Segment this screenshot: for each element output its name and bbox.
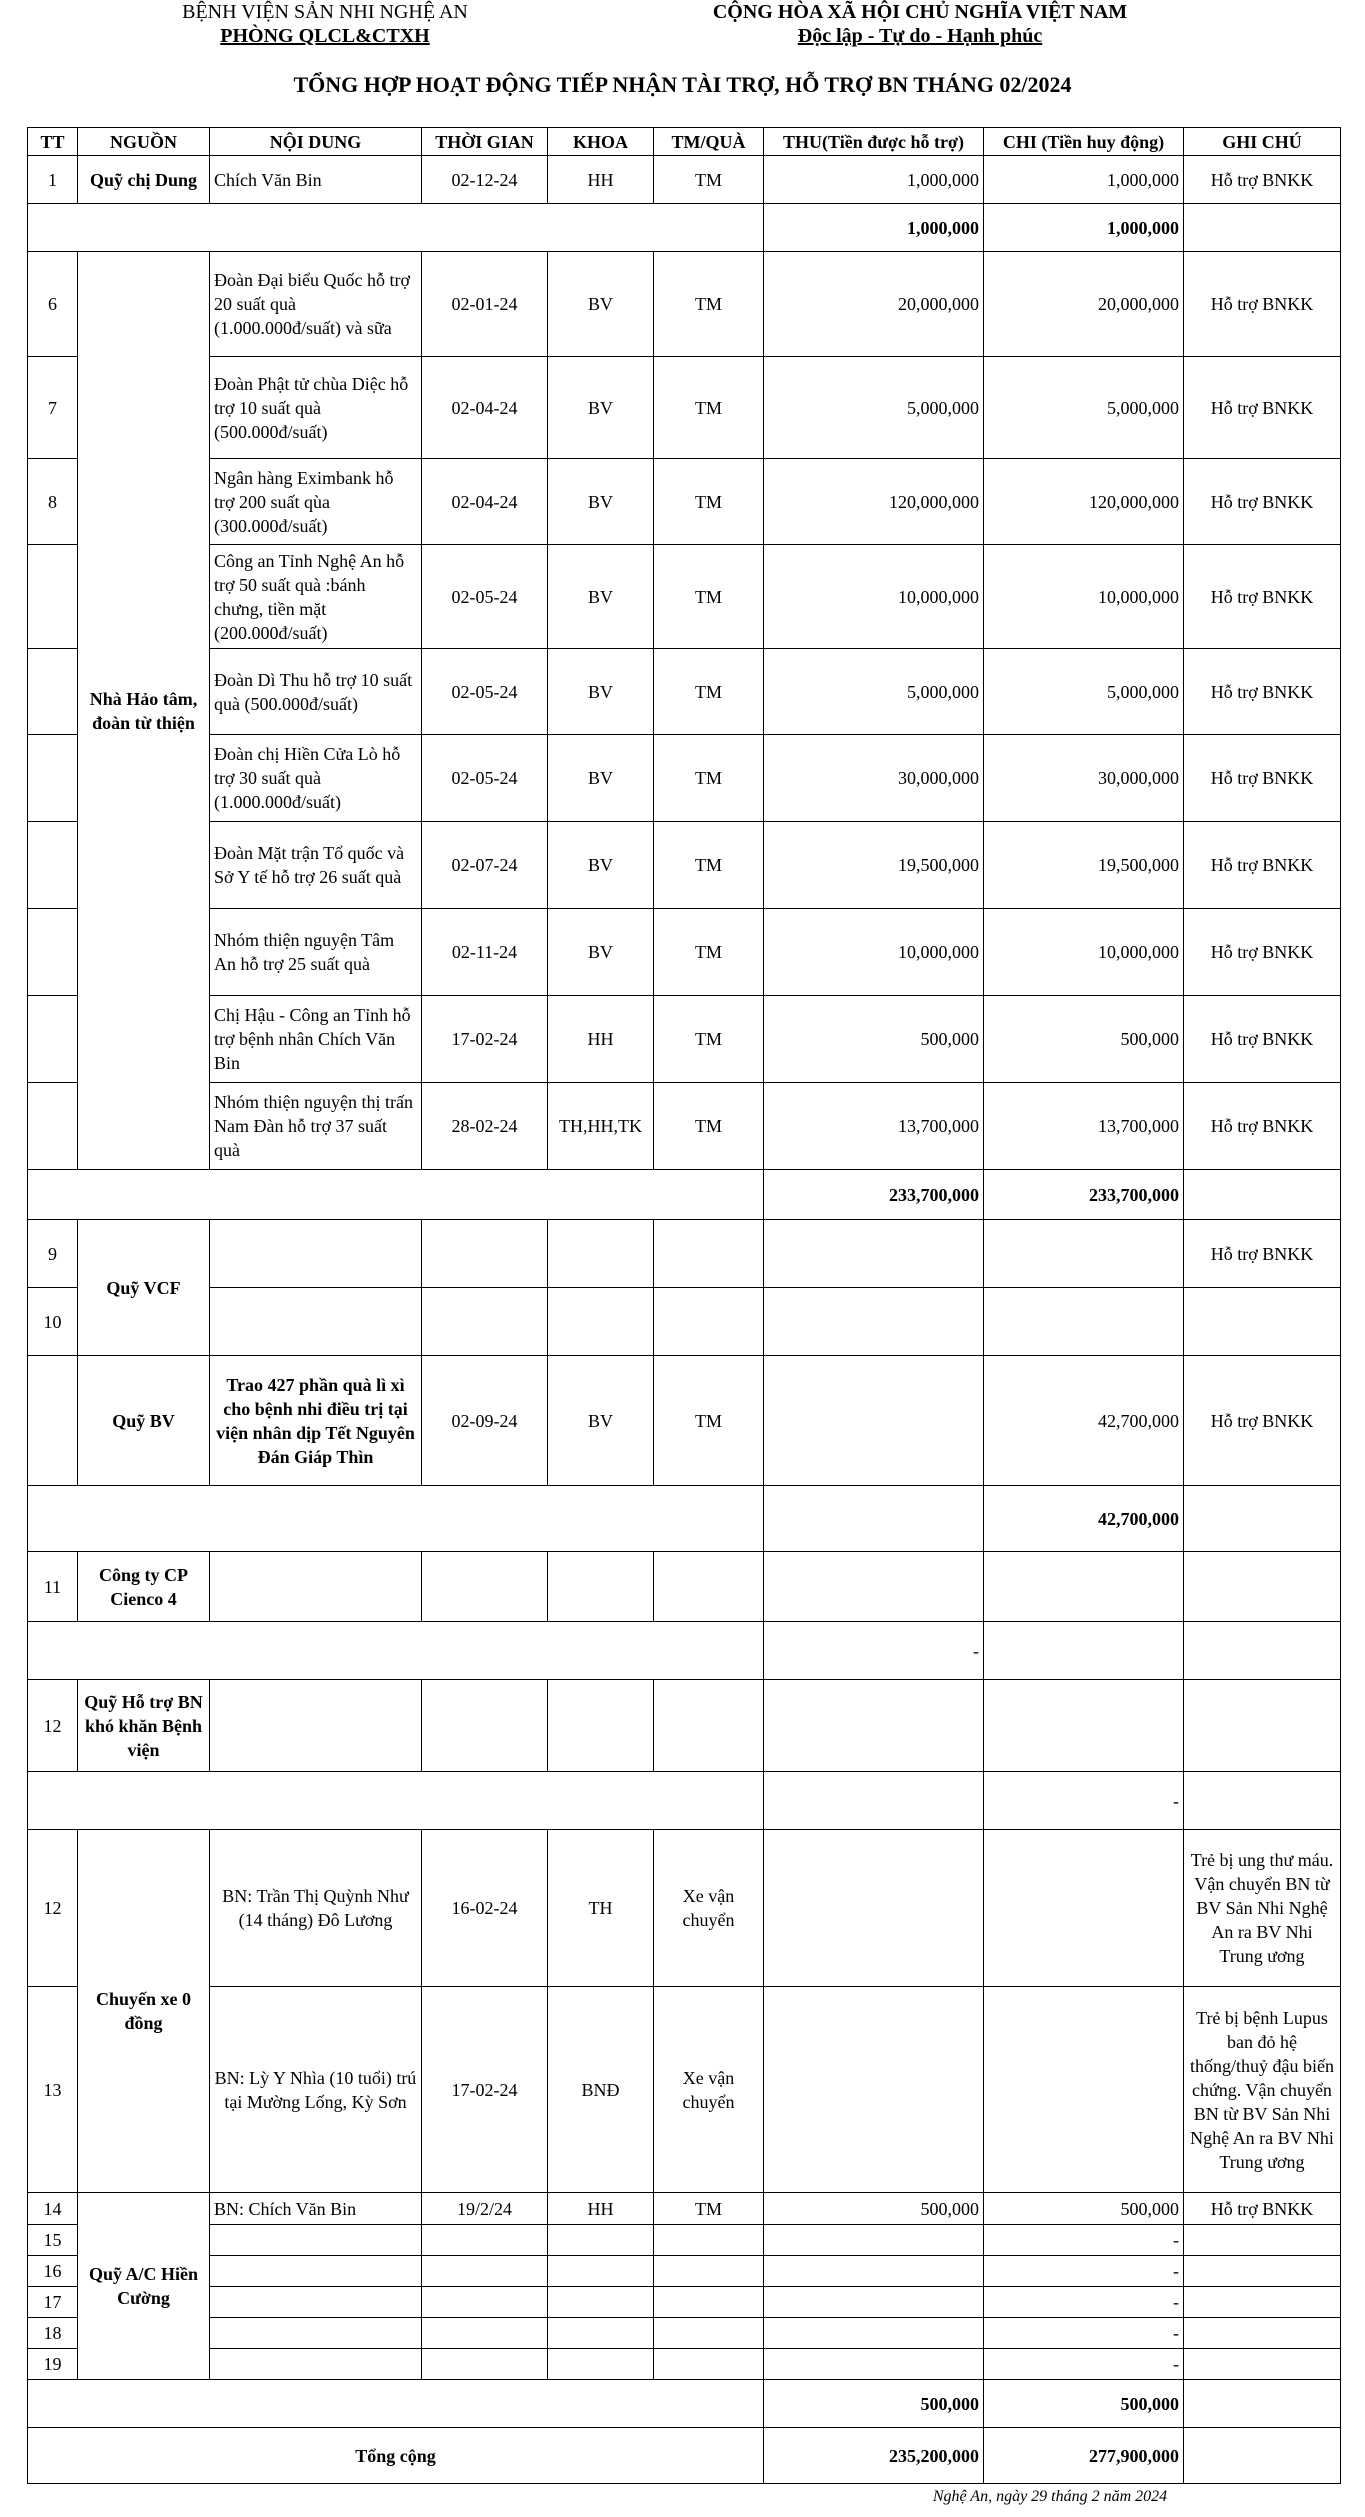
- cell-type: TM: [654, 2193, 764, 2225]
- cell-content: BN: Chích Văn Bin: [210, 2193, 422, 2225]
- col-income: THU(Tiền được hỗ trợ): [764, 128, 984, 156]
- cell-note: Hỗ trợ BNKK: [1184, 996, 1341, 1083]
- col-tt: TT: [28, 128, 78, 156]
- cell-note: Hỗ trợ BNKK: [1184, 1220, 1341, 1288]
- cell-tt: 18: [28, 2318, 78, 2349]
- cell-date: 28-02-24: [422, 1083, 548, 1170]
- cell-content: Nhóm thiện nguyện Tâm An hỗ trợ 25 suất quà: [210, 909, 422, 996]
- table-row: [28, 2256, 1341, 2287]
- cell-content: BN: Lỳ Y Nhìa (10 tuổi) trú tại Mường Lống, Kỳ Sơn: [210, 1987, 422, 2193]
- cell-date: 02-04-24: [422, 459, 548, 545]
- table-row: [28, 357, 1341, 459]
- subtotal-expense: 233,700,000: [984, 1170, 1184, 1220]
- cell-income: 5,000,000: [764, 649, 984, 735]
- cell-expense: 1,000,000: [984, 156, 1184, 204]
- table-row: [28, 1552, 1341, 1622]
- table-row: [28, 649, 1341, 735]
- cell-source: Quỹ Hỗ trợ BN khó khăn Bệnh viện: [78, 1680, 210, 1772]
- table-row: [28, 1680, 1341, 1772]
- cell-source: Công ty CP Cienco 4: [78, 1552, 210, 1622]
- cell-date: 02-05-24: [422, 735, 548, 822]
- cell-dept: HH: [548, 996, 654, 1083]
- table-row: [28, 1288, 1341, 1356]
- subtotal-row: [28, 1622, 1341, 1680]
- cell-source: Chuyến xe 0 đồng: [78, 1830, 210, 2193]
- cell-content: Ngân hàng Eximbank hỗ trợ 200 suất qùa (300.000đ/suất): [210, 459, 422, 545]
- cell-dept: BV: [548, 545, 654, 649]
- cell-content: Trao 427 phần quà lì xì cho bệnh nhi điều trị tại viện nhân dịp Tết Nguyên Đán Giáp Thìn: [210, 1356, 422, 1486]
- cell-content: Đoàn Phật tử chùa Diệc hỗ trợ 10 suất quà (500.000đ/suất): [210, 357, 422, 459]
- cell-tt: 12: [28, 1830, 78, 1987]
- table-row: [28, 252, 1341, 357]
- cell-date: 02-05-24: [422, 649, 548, 735]
- cell-expense: 120,000,000: [984, 459, 1184, 545]
- col-content: NỘI DUNG: [210, 128, 422, 156]
- cell-date: 02-07-24: [422, 822, 548, 909]
- cell-type: TM: [654, 996, 764, 1083]
- cell-expense: 500,000: [984, 996, 1184, 1083]
- cell-dept: BV: [548, 909, 654, 996]
- cell-note: Hỗ trợ BNKK: [1184, 735, 1341, 822]
- cell-date: 02-04-24: [422, 357, 548, 459]
- cell-content: Đoàn Mặt trận Tổ quốc và Sở Y tế hỗ trợ 26 suất quà: [210, 822, 422, 909]
- subtotal-expense: 500,000: [984, 2380, 1184, 2428]
- cell-source: Quỹ BV: [78, 1356, 210, 1486]
- table-row: [28, 1356, 1341, 1486]
- header-row: [28, 128, 1341, 156]
- table-row: [28, 1220, 1341, 1288]
- cell-tt: 13: [28, 1987, 78, 2193]
- cell-expense: 42,700,000: [984, 1356, 1184, 1486]
- cell-note: Hỗ trợ BNKK: [1184, 2193, 1341, 2225]
- cell-expense: -: [984, 2225, 1184, 2256]
- cell-expense: 500,000: [984, 2193, 1184, 2225]
- cell-tt: 17: [28, 2287, 78, 2318]
- cell-date: 16-02-24: [422, 1830, 548, 1987]
- cell-content: Đoàn chị Hiền Cửa Lò hỗ trợ 30 suất quà (1.000.000đ/suất): [210, 735, 422, 822]
- col-type: TM/QUÀ: [654, 128, 764, 156]
- cell-type: TM: [654, 357, 764, 459]
- cell-type: TM: [654, 252, 764, 357]
- cell-tt: 6: [28, 252, 78, 357]
- table-row: [28, 822, 1341, 909]
- subtotal-income: 500,000: [764, 2380, 984, 2428]
- cell-dept: BV: [548, 459, 654, 545]
- cell-expense: -: [984, 2318, 1184, 2349]
- cell-income: 13,700,000: [764, 1083, 984, 1170]
- cell-dept: BV: [548, 649, 654, 735]
- cell-type: Xe vận chuyển: [654, 1987, 764, 2193]
- cell-expense: 10,000,000: [984, 545, 1184, 649]
- cell-source: Quỹ VCF: [78, 1220, 210, 1356]
- cell-note: Hỗ trợ BNKK: [1184, 1356, 1341, 1486]
- col-expense: CHI (Tiền huy động): [984, 128, 1184, 156]
- cell-content: Đoàn Đại biểu Quốc hỗ trợ 20 suất quà (1.000.000đ/suất) và sữa: [210, 252, 422, 357]
- page-title: TỔNG HỢP HOẠT ĐỘNG TIẾP NHẬN TÀI TRỢ, HỖ TRỢ BN THÁNG 02/2024: [293, 72, 1072, 97]
- table-row: [28, 1083, 1341, 1170]
- subtotal-row: [28, 1772, 1341, 1830]
- cell-date: 02-09-24: [422, 1356, 548, 1486]
- cell-income: 19,500,000: [764, 822, 984, 909]
- cell-expense: 5,000,000: [984, 357, 1184, 459]
- cell-tt: 19: [28, 2349, 78, 2380]
- cell-tt: 1: [28, 156, 78, 204]
- org-name: BỆNH VIỆN SẢN NHI NGHỆ AN: [182, 1, 468, 23]
- table-row: [28, 1830, 1341, 1987]
- total-label: Tổng cộng: [28, 2428, 764, 2484]
- cell-note: Hỗ trợ BNKK: [1184, 1083, 1341, 1170]
- cell-income: 120,000,000: [764, 459, 984, 545]
- table-row: [28, 735, 1341, 822]
- cell-type: TM: [654, 822, 764, 909]
- cell-dept: TH,HH,TK: [548, 1083, 654, 1170]
- cell-expense: 30,000,000: [984, 735, 1184, 822]
- cell-content: Nhóm thiện nguyện thị trấn Nam Đàn hỗ trợ 37 suất quà: [210, 1083, 422, 1170]
- cell-dept: HH: [548, 156, 654, 204]
- signature-date: Nghệ An, ngày 29 tháng 2 năm 2024: [932, 2488, 1168, 2505]
- cell-dept: BV: [548, 822, 654, 909]
- col-note: GHI CHÚ: [1184, 128, 1341, 156]
- cell-note: Hỗ trợ BNKK: [1184, 252, 1341, 357]
- subtotal-income: 233,700,000: [764, 1170, 984, 1220]
- cell-source: Quỹ A/C Hiền Cường: [78, 2193, 210, 2380]
- col-source: NGUỒN: [78, 128, 210, 156]
- cell-note: Hỗ trợ BNKK: [1184, 649, 1341, 735]
- table-row: [28, 2193, 1341, 2225]
- nation-name: CỘNG HÒA XÃ HỘI CHỦ NGHĨA VIỆT NAM: [712, 1, 1128, 23]
- cell-tt: 14: [28, 2193, 78, 2225]
- cell-tt: 15: [28, 2225, 78, 2256]
- cell-dept: BV: [548, 1356, 654, 1486]
- cell-type: TM: [654, 545, 764, 649]
- col-dept: KHOA: [548, 128, 654, 156]
- cell-type: TM: [654, 156, 764, 204]
- cell-content: Chích Văn Bin: [210, 156, 422, 204]
- cell-content: Công an Tỉnh Nghệ An hỗ trợ 50 suất quà :bánh chưng, tiền mặt (200.000đ/suất): [210, 545, 422, 649]
- table-row: [28, 996, 1341, 1083]
- cell-type: TM: [654, 735, 764, 822]
- cell-income: 30,000,000: [764, 735, 984, 822]
- header-right: [690, 0, 1150, 48]
- cell-expense: -: [984, 2256, 1184, 2287]
- cell-dept: HH: [548, 2193, 654, 2225]
- cell-income: 500,000: [764, 996, 984, 1083]
- cell-date: 02-01-24: [422, 252, 548, 357]
- cell-tt: 16: [28, 2256, 78, 2287]
- subtotal-expense: -: [984, 1772, 1184, 1830]
- subtotal-expense: 1,000,000: [984, 204, 1184, 252]
- cell-date: 17-02-24: [422, 1987, 548, 2193]
- cell-expense: 19,500,000: [984, 822, 1184, 909]
- cell-type: TM: [654, 909, 764, 996]
- cell-note: Trẻ bị bệnh Lupus ban đỏ hệ thống/thuỷ đậu biến chứng. Vận chuyển BN từ BV Sản Nhi Nghệ An ra BV Nhi Trung ương: [1184, 1987, 1341, 2193]
- cell-expense: 13,700,000: [984, 1083, 1184, 1170]
- cell-source: Quỹ chị Dung: [78, 156, 210, 204]
- cell-content: Đoàn Dì Thu hỗ trợ 10 suất quà (500.000đ/suất): [210, 649, 422, 735]
- subtotal-row: [28, 2380, 1341, 2428]
- cell-dept: BV: [548, 357, 654, 459]
- cell-note: Hỗ trợ BNKK: [1184, 822, 1341, 909]
- table-row: [28, 2318, 1341, 2349]
- table-row: [28, 156, 1341, 204]
- cell-expense: 10,000,000: [984, 909, 1184, 996]
- cell-tt: 8: [28, 459, 78, 545]
- cell-expense: -: [984, 2349, 1184, 2380]
- cell-dept: BV: [548, 735, 654, 822]
- cell-tt: 11: [28, 1552, 78, 1622]
- cell-dept: BV: [548, 252, 654, 357]
- cell-tt: 7: [28, 357, 78, 459]
- cell-note: Hỗ trợ BNKK: [1184, 156, 1341, 204]
- cell-type: Xe vận chuyển: [654, 1830, 764, 1987]
- dept-name: PHÒNG QLCL&CTXH: [220, 25, 430, 47]
- cell-date: 19/2/24: [422, 2193, 548, 2225]
- cell-note: Hỗ trợ BNKK: [1184, 459, 1341, 545]
- cell-income: 10,000,000: [764, 909, 984, 996]
- cell-expense: 5,000,000: [984, 649, 1184, 735]
- table-row: [28, 2225, 1341, 2256]
- table-row: [28, 909, 1341, 996]
- cell-note: Hỗ trợ BNKK: [1184, 545, 1341, 649]
- cell-content: Chị Hậu - Công an Tỉnh hỗ trợ bệnh nhân Chích Văn Bin: [210, 996, 422, 1083]
- table-row: [28, 2349, 1341, 2380]
- cell-note: Trẻ bị ung thư máu. Vận chuyển BN từ BV Sản Nhi Nghệ An ra BV Nhi Trung ương: [1184, 1830, 1341, 1987]
- motto: Độc lập - Tự do - Hạnh phúc: [797, 25, 1043, 47]
- cell-dept: TH: [548, 1830, 654, 1987]
- subtotal-expense: 42,700,000: [984, 1486, 1184, 1552]
- cell-income: 1,000,000: [764, 156, 984, 204]
- cell-date: 17-02-24: [422, 996, 548, 1083]
- subtotal-income: -: [764, 1622, 984, 1680]
- subtotal-row: [28, 1486, 1341, 1552]
- cell-expense: -: [984, 2287, 1184, 2318]
- cell-tt: 12: [28, 1680, 78, 1772]
- cell-income: 5,000,000: [764, 357, 984, 459]
- cell-date: 02-11-24: [422, 909, 548, 996]
- cell-dept: BNĐ: [548, 1987, 654, 2193]
- table-row: [28, 1987, 1341, 2193]
- cell-type: TM: [654, 649, 764, 735]
- cell-expense: 20,000,000: [984, 252, 1184, 357]
- subtotal-row: [28, 204, 1341, 252]
- report-table: [27, 127, 1341, 2484]
- cell-note: Hỗ trợ BNKK: [1184, 357, 1341, 459]
- total-expense: 277,900,000: [984, 2428, 1184, 2484]
- total-income: 235,200,000: [764, 2428, 984, 2484]
- col-date: THỜI GIAN: [422, 128, 548, 156]
- cell-date: 02-12-24: [422, 156, 548, 204]
- cell-income: 10,000,000: [764, 545, 984, 649]
- cell-income: 20,000,000: [764, 252, 984, 357]
- subtotal-income: 1,000,000: [764, 204, 984, 252]
- cell-type: TM: [654, 459, 764, 545]
- cell-type: TM: [654, 1083, 764, 1170]
- table-row: [28, 2287, 1341, 2318]
- cell-note: Hỗ trợ BNKK: [1184, 909, 1341, 996]
- cell-tt: 10: [28, 1288, 78, 1356]
- total-row: [28, 2428, 1341, 2484]
- cell-income: 500,000: [764, 2193, 984, 2225]
- header-left: [130, 0, 520, 48]
- cell-tt: 9: [28, 1220, 78, 1288]
- table-row: [28, 459, 1341, 545]
- cell-type: TM: [654, 1356, 764, 1486]
- subtotal-row: [28, 1170, 1341, 1220]
- cell-source: Nhà Hảo tâm, đoàn từ thiện: [78, 252, 210, 1170]
- cell-date: 02-05-24: [422, 545, 548, 649]
- cell-content: BN: Trần Thị Quỳnh Như (14 tháng) Đô Lương: [210, 1830, 422, 1987]
- table-row: [28, 545, 1341, 649]
